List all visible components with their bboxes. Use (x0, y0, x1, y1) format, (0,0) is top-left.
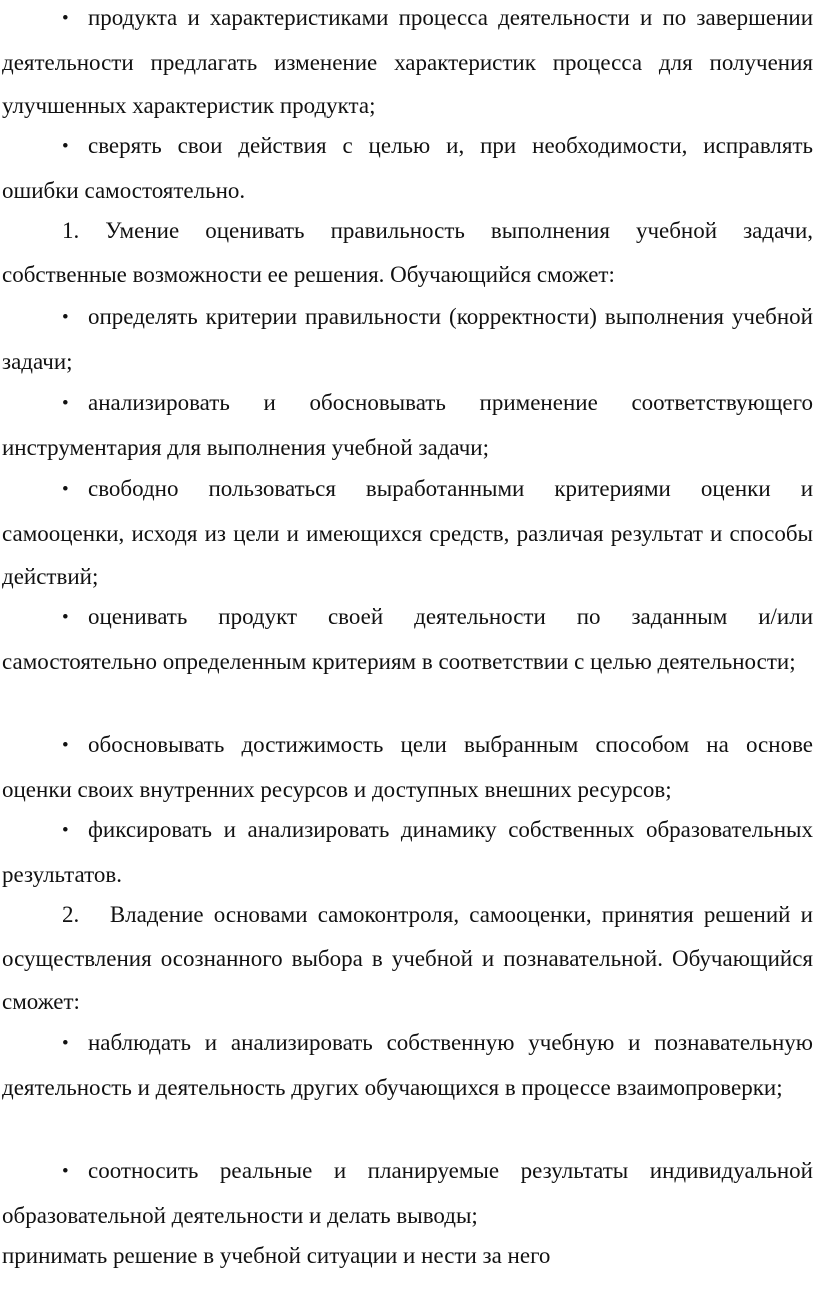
bullet-paragraph (2, 808, 813, 896)
paragraph-text: продукта и характеристиками процесса деятельности и по завершении деятельности предлагать изменение характеристик процесса для получения улучшенных характеристик продукта; (2, 5, 813, 118)
bullet-paragraph (2, 124, 813, 212)
bullet-paragraph (2, 0, 813, 128)
bullet-icon: • (62, 1161, 69, 1182)
bullet-paragraph (2, 381, 813, 469)
paragraph-text: Умение оценивать правильность выполнения учебной задачи, собственные возможности ее решения. Обучающийся сможет: (2, 218, 813, 287)
bullet-icon: • (62, 479, 69, 500)
paragraph-text: принимать решение в учебной ситуации и нести за него (2, 1243, 551, 1268)
paragraph-text: обосновывать достижимость цели выбранным способом на основе оценки своих внутренних ресурсов и доступных внешних ресурсов; (2, 732, 813, 802)
bullet-icon: • (62, 820, 69, 841)
bullet-icon: • (62, 735, 69, 756)
paragraph-text: сверять свои действия с целью и, при необходимости, исправлять ошибки самостоятельно. (2, 133, 813, 203)
bullet-icon: • (62, 393, 69, 414)
numbered-paragraph (2, 893, 813, 1024)
bullet-icon: • (62, 1033, 69, 1054)
bullet-icon: • (62, 8, 69, 29)
bullet-paragraph (2, 1021, 813, 1109)
list-number: 1. (62, 218, 80, 243)
paragraph-text: анализировать и обосновывать применение соответствующего инструментария для выполнения учебной задачи; (2, 390, 813, 460)
list-number: 2. (62, 902, 80, 927)
paragraph-text: наблюдать и анализировать собственную учебную и познавательную деятельность и деятельность других обучающихся в процессе взаимопроверки; (2, 1030, 813, 1100)
paragraph-text: оценивать продукт своей деятельности по заданным и/или самостоятельно определенным критериям в соответствии с целью деятельности; (2, 604, 813, 674)
numbered-paragraph (2, 209, 813, 296)
paragraph-text: Владение основами самоконтроля, самооценки, принятия решений и осуществления осознанного выбора в учебной и познавательной. Обучающийся сможет: (2, 902, 813, 1014)
paragraph-text: фиксировать и анализировать динамику собственных образовательных результатов. (2, 817, 813, 887)
bullet-icon: • (62, 136, 69, 157)
paragraph-text: соотносить реальные и планируемые результаты индивидуальной образовательной деятельности и делать выводы; (2, 1158, 813, 1228)
bullet-paragraph (2, 723, 813, 811)
bullet-paragraph (2, 595, 813, 683)
plain-paragraph (2, 1234, 813, 1278)
paragraph-text: свободно пользоваться выработанными критериями оценки и самооценки, исходя из цели и имеющихся средств, различая результат и способы действий; (2, 476, 813, 589)
bullet-icon: • (62, 607, 69, 628)
paragraph-text: определять критерии правильности (корректности) выполнения учебной задачи; (2, 304, 813, 374)
bullet-paragraph (2, 467, 813, 599)
bullet-icon: • (62, 307, 69, 328)
bullet-paragraph (2, 1149, 813, 1237)
bullet-paragraph (2, 295, 813, 383)
